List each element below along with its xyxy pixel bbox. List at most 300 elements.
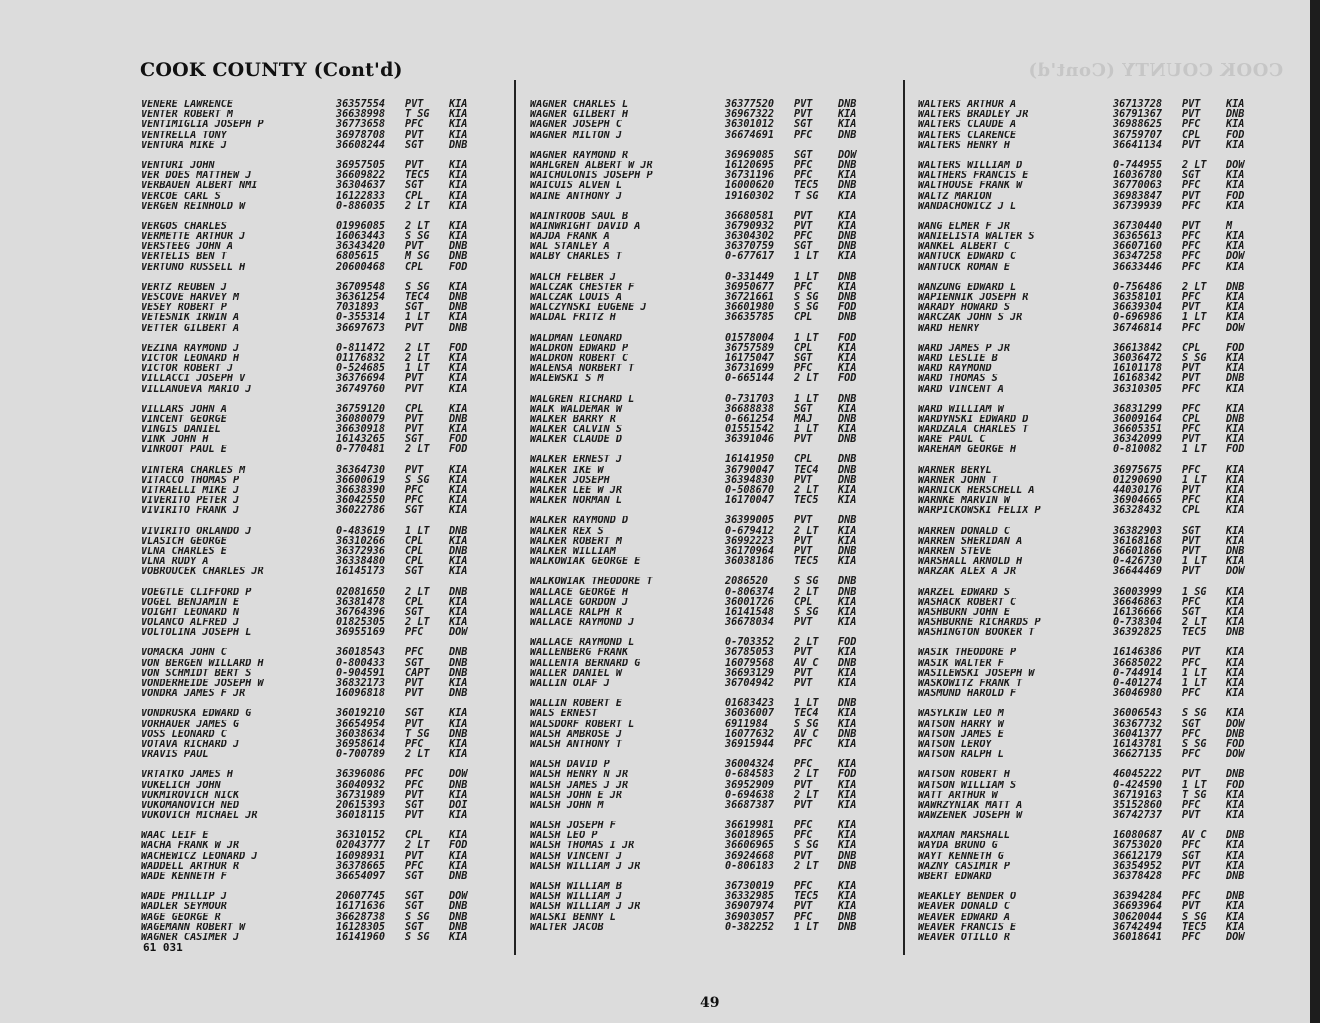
roster-row (141, 354, 489, 364)
name: WADE PHILLIP J (141, 892, 227, 903)
roster-row (141, 679, 489, 689)
name: VRAVIS PAUL (141, 750, 209, 761)
roster-row (530, 862, 878, 872)
roster-row (918, 537, 1266, 547)
casualty-status: KIA (838, 251, 857, 263)
rank: PFC (1182, 495, 1201, 507)
rank: PVT (1182, 190, 1201, 202)
roster-row (141, 192, 489, 202)
roster-group (918, 161, 1266, 212)
roster-row (530, 679, 878, 689)
rank: PVT (794, 667, 813, 679)
name: VITACCO THOMAS P (141, 475, 240, 486)
name: WALSH WILLIAM J (530, 892, 623, 903)
roster-row (141, 181, 489, 191)
casualty-status: KIA (449, 495, 468, 507)
serial-number: 0-696986 (1113, 312, 1163, 324)
name: VOLANCO ALFRED J (141, 618, 240, 629)
casualty-status: KIA (838, 119, 857, 131)
name: WALSH WILLIAM J JR (530, 902, 641, 913)
serial-number: 36310305 (1113, 383, 1163, 395)
roster-row (918, 841, 1266, 851)
rank: S SG (1182, 738, 1207, 750)
roster-row (530, 100, 878, 110)
roster-row (918, 415, 1266, 425)
serial-number: 44030176 (1113, 485, 1163, 496)
rank: PVT (405, 789, 424, 801)
serial-number: 0-684583 (725, 769, 775, 781)
serial-number: 36399005 (725, 515, 775, 527)
roster-row (530, 405, 878, 415)
roster-row (918, 791, 1266, 801)
roster-row (530, 913, 878, 923)
name: WARREN STEVE (918, 546, 992, 557)
serial-number: 36749760 (336, 383, 386, 395)
serial-number: 36730440 (1113, 220, 1163, 232)
serial-number: 36988625 (1113, 119, 1163, 131)
name: WASILEWSKI JOSEPH W (918, 668, 1035, 679)
casualty-status: DNB (1226, 728, 1245, 740)
casualty-status: DNB (1226, 545, 1245, 557)
rank: PVT (405, 850, 424, 862)
name: WALKER BARRY R (530, 414, 616, 425)
name: WALKER REX S (530, 526, 604, 537)
name: WATT ARTHUR W (918, 790, 998, 801)
rank: PVT (405, 718, 424, 730)
name: VUKOMANOVICH NED (141, 800, 240, 811)
casualty-status: FOD (1226, 129, 1245, 141)
roster-row (530, 801, 878, 811)
roster-row (141, 374, 489, 384)
casualty-status: KIA (838, 617, 857, 629)
name: WALCH FELBER J (530, 272, 616, 283)
serial-number: 16141548 (725, 606, 775, 618)
rank: 2 LT (1182, 617, 1207, 629)
name: VEZINA RAYMOND J (141, 343, 240, 354)
rank: PVT (1182, 99, 1201, 110)
serial-number: 36674691 (725, 129, 775, 141)
name: WASIK WALTER F (918, 658, 1004, 669)
casualty-status: KIA (1226, 606, 1245, 618)
casualty-status: DNB (449, 302, 468, 314)
roster-row (141, 537, 489, 547)
serial-number: 36721661 (725, 292, 775, 303)
rank: PVT (405, 159, 424, 171)
roster-row (141, 730, 489, 740)
name: WALDRON ROBERT C (530, 353, 629, 364)
roster-row (530, 852, 878, 862)
serial-number: 0-738304 (1113, 617, 1163, 629)
rank: PVT (794, 617, 813, 629)
rank: S SG (794, 718, 819, 730)
roster-row (141, 781, 489, 791)
roster-row (141, 567, 489, 577)
rank: SGT (794, 403, 813, 415)
casualty-status: KIA (838, 352, 857, 364)
rank: PFC (405, 860, 424, 872)
rank: SGT (794, 352, 813, 364)
casualty-status: KIA (838, 525, 857, 537)
serial-number: 36036472 (1113, 352, 1163, 364)
serial-number: 36606965 (725, 840, 775, 852)
name: VER DOES MATTHEW J (141, 171, 252, 182)
rank: T SG (794, 190, 819, 202)
name: WALSH JOHN E JR (530, 790, 623, 801)
roster-row (141, 385, 489, 395)
roster-group (918, 405, 1266, 456)
name: WALDRON EDWARD P (530, 343, 629, 354)
roster-row (530, 516, 878, 526)
name: VERTZ REUBEN J (141, 282, 227, 293)
casualty-status: KIA (449, 535, 468, 547)
roster-row (530, 648, 878, 658)
rank: TEC5 (794, 180, 819, 192)
serial-number: 36168168 (1113, 535, 1163, 547)
casualty-status: DNB (838, 545, 857, 557)
rank: 2 LT (405, 342, 430, 354)
serial-number: 36018115 (336, 810, 386, 822)
name: WAPIENNIK JOSEPH R (918, 293, 1029, 303)
serial-number: 36364730 (336, 464, 386, 476)
serial-number: 36310266 (336, 535, 386, 547)
casualty-status: KIA (838, 830, 857, 842)
serial-number: 36753020 (1113, 840, 1163, 852)
roster-group (918, 344, 1266, 395)
name: WALKER CALVIN S (530, 425, 623, 436)
roster-group (918, 466, 1266, 517)
name: VOTAVA RICHARD J (141, 739, 240, 750)
roster-row (918, 293, 1266, 303)
serial-number: 01176832 (336, 352, 386, 364)
serial-number: 16063443 (336, 231, 386, 243)
casualty-status: DNB (838, 231, 857, 243)
roster-row (918, 872, 1266, 882)
rank: SGT (1182, 718, 1201, 730)
roster-row (530, 791, 878, 801)
serial-number: 02081650 (336, 586, 386, 598)
roster-row (918, 659, 1266, 669)
serial-number: 0-770481 (336, 444, 386, 456)
casualty-status: KIA (449, 352, 468, 364)
rank: S SG (794, 606, 819, 618)
roster-row (141, 435, 489, 445)
roster-row (141, 872, 489, 882)
rank: PVT (405, 464, 424, 476)
serial-number: 36006543 (1113, 708, 1163, 720)
roster-row (918, 831, 1266, 841)
name: WASYLKIW LEO M (918, 709, 1004, 720)
name: WARDZALA CHARLES T (918, 425, 1029, 436)
name: WALLIN OLAF J (530, 679, 610, 689)
casualty-status: KIA (838, 738, 857, 750)
roster-row (918, 862, 1266, 872)
name: VIVERITO PETER J (141, 496, 240, 507)
rank: PVT (405, 241, 424, 253)
serial-number: 36080079 (336, 413, 386, 425)
roster-group (530, 882, 878, 933)
roster-row (918, 252, 1266, 262)
casualty-status: KIA (1226, 860, 1245, 872)
casualty-status: KIA (1226, 302, 1245, 314)
serial-number: 36975675 (1113, 464, 1163, 476)
name: WARADY HOWARD S (918, 303, 1011, 314)
name: WALBY CHARLES T (530, 252, 623, 263)
name: WEAVER OTILLO R (918, 932, 1011, 943)
casualty-status: KIA (1226, 678, 1245, 689)
serial-number: 36641134 (1113, 139, 1163, 151)
rank: 2 LT (794, 485, 819, 496)
name: VILLANUEVA MARIO J (141, 384, 252, 395)
rank: PFC (1182, 261, 1201, 273)
casualty-status: KIA (449, 718, 468, 730)
rank: PVT (1182, 566, 1201, 578)
roster-group (141, 283, 489, 334)
serial-number: 0-806374 (725, 586, 775, 598)
casualty-status: DNB (838, 241, 857, 253)
casualty-status: DNB (449, 901, 468, 913)
roster-group (141, 892, 489, 943)
roster-row (530, 476, 878, 486)
roster-row (141, 801, 489, 811)
roster-row (918, 445, 1266, 455)
serial-number: 36739939 (1113, 200, 1163, 212)
rank: 2 LT (794, 586, 819, 598)
casualty-status: DNB (449, 251, 468, 263)
name: WANG ELMER F JR (918, 221, 1011, 232)
casualty-status: DNB (1226, 281, 1245, 293)
rank: PFC (1182, 231, 1201, 243)
rank: 2 LT (794, 373, 819, 385)
name: WALSH LEO P (530, 831, 598, 842)
serial-number: 36678034 (725, 617, 775, 629)
rank: PFC (1182, 180, 1201, 192)
roster-row (530, 781, 878, 791)
serial-number: 36688838 (725, 403, 775, 415)
casualty-status: KIA (1226, 119, 1245, 131)
rank: TEC5 (405, 170, 430, 182)
name: WALLACE GEORGE H (530, 587, 629, 598)
name: VONDERHEIDE JOSEPH W (141, 679, 264, 689)
rank: PVT (405, 678, 424, 689)
name: WALTERS HENRY H (918, 140, 1011, 151)
name: WASIK THEODORE P (918, 648, 1017, 659)
rank: 1 LT (1182, 312, 1207, 324)
name: WALGREN RICHARD L (530, 394, 635, 405)
rank: PFC (794, 738, 813, 750)
name: WAXMAN MARSHALL (918, 831, 1011, 842)
roster-row (918, 324, 1266, 334)
serial-number: 36619981 (725, 820, 775, 832)
casualty-status: DNB (1226, 373, 1245, 385)
rank: PFC (405, 769, 424, 781)
casualty-status: DNB (1226, 871, 1245, 882)
rank: S SG (794, 302, 819, 314)
name: WAINE ANTHONY J (530, 191, 623, 202)
roster-row (141, 913, 489, 923)
rank: S SG (794, 292, 819, 303)
casualty-status: KIA (449, 312, 468, 324)
casualty-status: KIA (1226, 363, 1245, 375)
name: WAL STANLEY A (530, 242, 610, 253)
casualty-status: KIA (838, 281, 857, 293)
roster-row (918, 598, 1266, 608)
serial-number: 36041377 (1113, 728, 1163, 740)
roster-row (918, 923, 1266, 933)
name: VINROOT PAUL E (141, 445, 227, 456)
casualty-status: DNB (838, 576, 857, 588)
roster-row (530, 415, 878, 425)
serial-number: 36957505 (336, 159, 386, 171)
serial-number: 16128305 (336, 921, 386, 933)
rank: PVT (794, 434, 813, 446)
column-divider-left (514, 80, 516, 955)
roster-column-2 (530, 100, 878, 943)
casualty-status: KIA (449, 403, 468, 415)
rank: PVT (405, 383, 424, 395)
serial-number: 36328432 (1113, 505, 1163, 517)
roster-row (918, 283, 1266, 293)
roster-row (141, 608, 489, 618)
name: WARD WILLIAM W (918, 404, 1004, 415)
roster-row (141, 344, 489, 354)
name: WANKEL ALBERT C (918, 242, 1011, 253)
rank: M SG (405, 251, 430, 263)
rank: T SG (405, 109, 430, 121)
rank: PFC (1182, 688, 1201, 700)
rank: SGT (405, 505, 424, 517)
roster-row (141, 892, 489, 902)
roster-row (530, 598, 878, 608)
name: WARPICKOWSKI FELIX P (918, 506, 1041, 517)
roster-group (918, 588, 1266, 639)
roster-row (141, 862, 489, 872)
rank: 1 LT (1182, 444, 1207, 456)
casualty-status: DNB (838, 393, 857, 405)
rank: CPL (405, 403, 424, 415)
name: WANTUCK ROMAN E (918, 262, 1011, 273)
casualty-status: KIA (1226, 474, 1245, 486)
rank: S SG (405, 281, 430, 293)
casualty-status: DOW (1226, 251, 1245, 263)
serial-number: 36731196 (725, 170, 775, 182)
casualty-status: KIA (449, 474, 468, 486)
rank: PFC (1182, 840, 1201, 852)
casualty-status: KIA (449, 99, 468, 110)
roster-row (141, 120, 489, 130)
rank: PFC (1182, 424, 1201, 436)
casualty-status: DNB (1226, 413, 1245, 425)
roster-row (141, 232, 489, 242)
name: VINCENT GEORGE (141, 414, 227, 425)
serial-number: 36600619 (336, 474, 386, 486)
rank: S SG (794, 576, 819, 588)
name: WADE KENNETH F (141, 872, 227, 882)
roster-group (530, 273, 878, 324)
rank: PFC (1182, 931, 1201, 943)
name: WALSH AMBROSE J (530, 729, 623, 740)
rank: 1 LT (405, 312, 430, 324)
roster-row (141, 425, 489, 435)
serial-number: 36773658 (336, 119, 386, 131)
name: WALTERS BRADLEY JR (918, 110, 1029, 121)
roster-row (918, 161, 1266, 171)
serial-number: 0-401274 (1113, 678, 1163, 689)
serial-number: 36950677 (725, 281, 775, 293)
roster-row (141, 740, 489, 750)
name: WALSKI BENNY L (530, 912, 616, 923)
roster-row (918, 374, 1266, 384)
rank: 2 LT (405, 200, 430, 212)
name: VOLTOLINA JOSEPH L (141, 628, 252, 639)
name: WAGNER CHARLES L (530, 100, 629, 110)
serial-number: 16141960 (336, 931, 386, 943)
casualty-status: DNB (838, 180, 857, 192)
name: WALKER NORMAN L (530, 496, 623, 507)
roster-row (918, 466, 1266, 476)
name: WAYT KENNETH G (918, 851, 1004, 862)
name: WACHA FRANK W JR (141, 841, 240, 852)
name: VIVIRITO ORLANDO J (141, 526, 252, 537)
roster-row (530, 334, 878, 344)
name: WALTERS CLAUDE A (918, 120, 1017, 131)
name: WALSH THOMAS I JR (530, 841, 635, 852)
name: WASHBURN JOHN E (918, 607, 1011, 618)
name: WAGNER CASIMER J (141, 932, 240, 943)
rank: 1 LT (794, 921, 819, 933)
serial-number: 36644469 (1113, 566, 1163, 578)
roster-row (530, 120, 878, 130)
casualty-status: KIA (838, 363, 857, 375)
rank: S SG (794, 840, 819, 852)
roster-group (530, 151, 878, 202)
roster-row (918, 222, 1266, 232)
name: VIVIRITO FRANK J (141, 506, 240, 517)
serial-number: 0-694638 (725, 789, 775, 801)
roster-group (141, 527, 489, 578)
roster-row (530, 659, 878, 669)
serial-number: 0-661254 (725, 413, 775, 425)
casualty-status: KIA (838, 667, 857, 679)
casualty-status: DNB (449, 871, 468, 882)
serial-number: 36969085 (725, 149, 775, 161)
name: WALSH ANTHONY T (530, 739, 623, 750)
serial-number: 36391046 (725, 434, 775, 446)
name: WARNICK HERSCHELL A (918, 486, 1035, 496)
casualty-status: DNB (449, 413, 468, 425)
serial-number: 36790047 (725, 464, 775, 476)
roster-row (918, 232, 1266, 242)
serial-number: 36638998 (336, 109, 386, 121)
roster-group (141, 466, 489, 517)
roster-row (141, 313, 489, 323)
name: WALEWSKI S M (530, 374, 604, 385)
casualty-status: KIA (838, 342, 857, 354)
casualty-status: DNB (838, 434, 857, 446)
serial-number: 36639304 (1113, 302, 1163, 314)
serial-number: 20615393 (336, 799, 386, 811)
casualty-status: KIA (1226, 231, 1245, 243)
rank: CPL (405, 545, 424, 557)
serial-number: 36646863 (1113, 596, 1163, 608)
serial-number: 35152860 (1113, 799, 1163, 811)
casualty-status: KIA (449, 464, 468, 476)
rank: PVT (794, 99, 813, 110)
serial-number: 0-700789 (336, 749, 386, 761)
rank: S SG (1182, 708, 1207, 720)
page-title: COOK COUNTY (Cont'd) (140, 59, 403, 81)
name: WEAKLEY BENDER O (918, 892, 1017, 903)
casualty-status: DNB (838, 129, 857, 141)
